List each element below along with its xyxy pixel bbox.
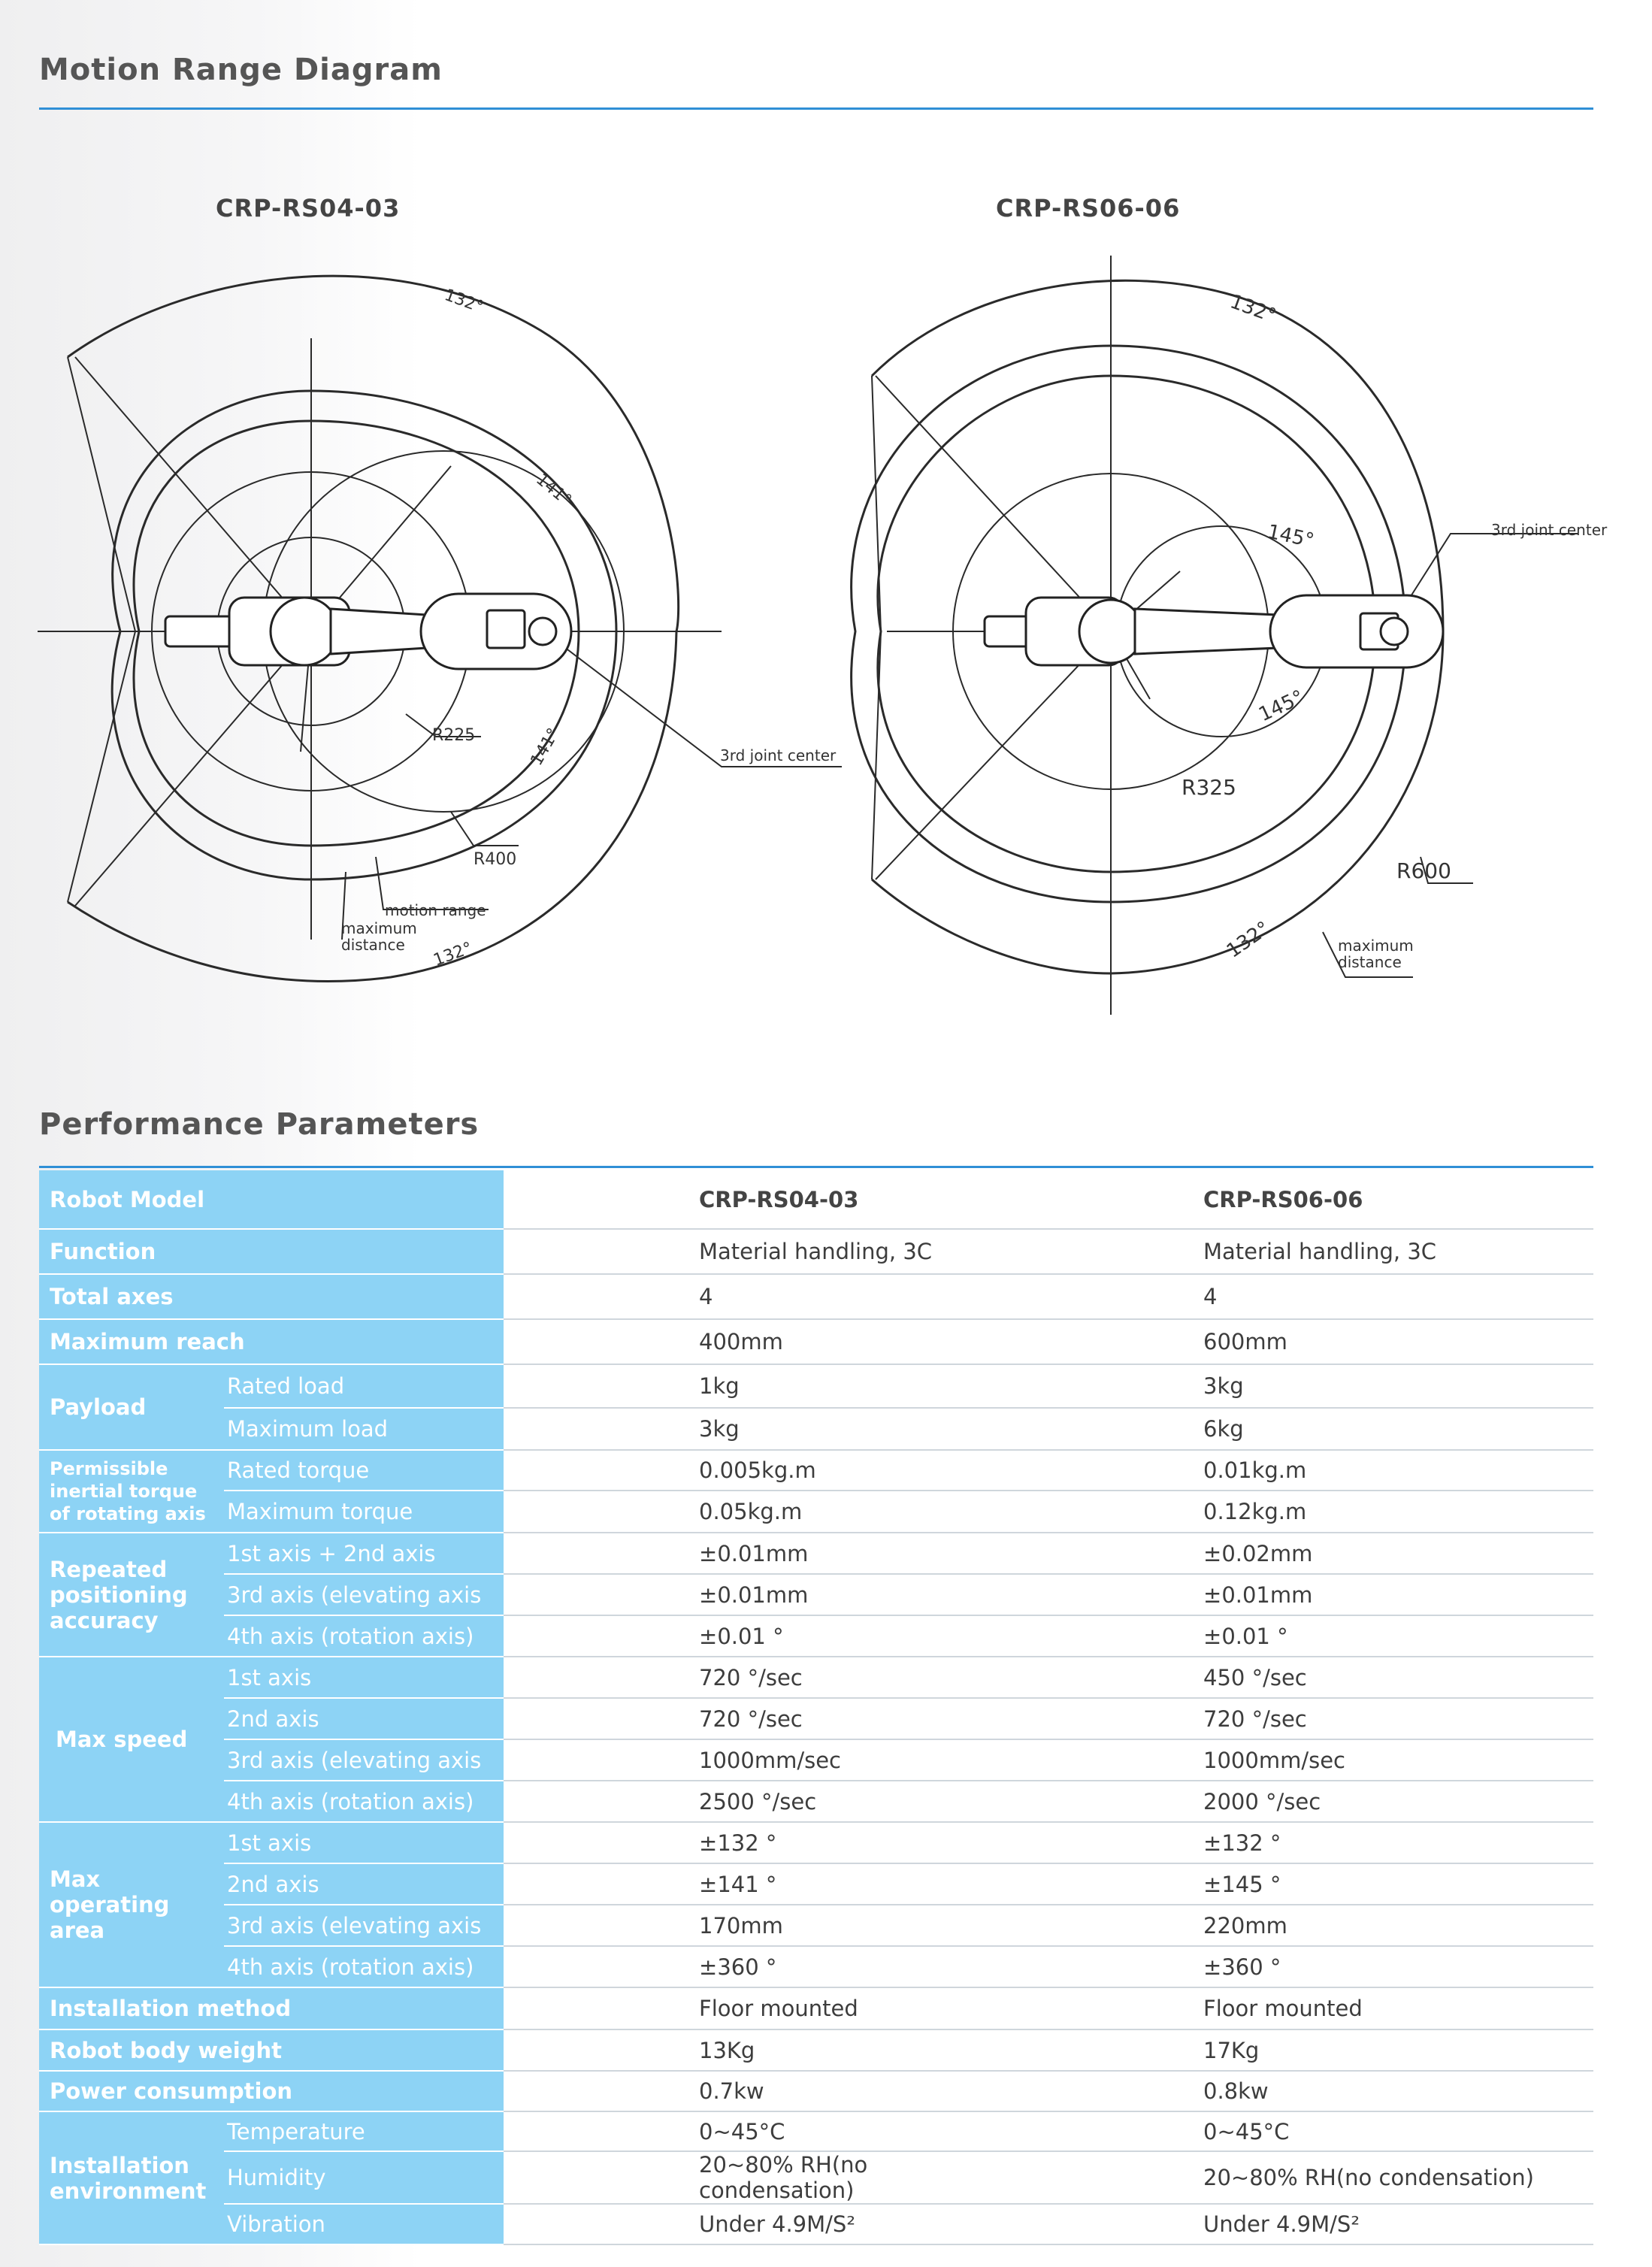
table-row [39,1450,1593,1491]
model-b: CRP-RS06-06 [1008,1170,1593,1229]
label-line: area [50,1917,105,1943]
cell-b: 1000mm/sec [1008,1739,1593,1781]
cell-a: ±0.01mm [504,1533,1008,1574]
robot-arm-right [985,595,1443,667]
cell-b: ±360 ° [1008,1946,1593,1987]
label-line: accuracy [50,1607,159,1633]
cell-a: 2500 °/sec [504,1781,1008,1822]
left-angle-outer-top: 132° [441,286,486,317]
left-radius-inner: R225 [432,726,476,745]
cell-a: Under 4.9M/S² [504,2204,1008,2244]
table-row [39,1946,1593,1987]
row-label: Maximum reach [39,1319,504,1364]
cell-b: ±145 ° [1008,1863,1593,1905]
sub-label: 4th axis (rotation axis) [224,1615,504,1657]
table-row [39,1657,1593,1698]
sub-label: Rated load [224,1364,504,1408]
cell-b: 4 [1008,1274,1593,1319]
cell-a: 1kg [504,1364,1008,1408]
cell-a: 720 °/sec [504,1657,1008,1698]
right-radius-outer: R600 [1396,858,1451,883]
diagram-left-title: CRP-RS04-03 [216,194,401,222]
cell-b: 0~45°C [1008,2111,1593,2151]
label-line: positioning [50,1581,188,1608]
row-group-label: Payload [39,1364,224,1450]
cell-b: 450 °/sec [1008,1657,1593,1698]
cell-a: 0.05kg.m [504,1491,1008,1533]
cell-a: ±0.01 ° [504,1615,1008,1657]
sub-label: 2nd axis [224,1863,504,1905]
row-group-label: Max speed [39,1657,224,1822]
table-row [39,1739,1593,1781]
label-line: of rotating axis [50,1503,206,1524]
table-row [39,1987,1593,2029]
table-row [39,1408,1593,1450]
table-row [39,2071,1593,2111]
performance-table [39,1170,1593,2245]
row-label: Robot body weight [39,2029,504,2071]
table-row [39,1822,1593,1863]
label-line: Installation [50,2152,189,2178]
left-radius-outer: R400 [474,850,517,869]
motion-diagram-left [0,286,837,1037]
model-a: CRP-RS04-03 [504,1170,1008,1229]
sub-label: Temperature [224,2111,504,2151]
table-row [39,2029,1593,2071]
row-label: Robot Model [39,1170,504,1229]
table-row-header [39,1170,1593,1229]
left-label-joint: 3rd joint center [720,746,837,764]
motion-diagram-right [827,256,1652,1022]
right-angle-inner-bottom: 145° [1255,686,1308,727]
cell-a: ±360 ° [504,1946,1008,1987]
left-angle-inner-top: 141° [532,470,575,510]
row-label: Total axes [39,1274,504,1319]
cell-b: 0.8kw [1008,2071,1593,2111]
cell-b: 6kg [1008,1408,1593,1450]
cell-b: Under 4.9M/S² [1008,2204,1593,2244]
table-row [39,1229,1593,1274]
sub-label: 1st axis [224,1822,504,1863]
cell-b: ±0.01mm [1008,1574,1593,1615]
right-angle-outer-top: 132° [1227,290,1279,328]
cell-b: 20~80% RH(no condensation) [1008,2151,1593,2204]
cell-a: Floor mounted [504,1987,1008,2029]
section-divider-2 [39,1166,1593,1168]
sub-label: Maximum torque [224,1491,504,1533]
left-angle-inner-bottom: 141° [527,725,564,769]
table-row [39,2204,1593,2244]
right-label-max-distance: maximum [1338,937,1414,955]
table-row [39,1863,1593,1905]
table-row [39,1491,1593,1533]
cell-a: ±132 ° [504,1822,1008,1863]
table-row [39,1319,1593,1364]
cell-a: 0.7kw [504,2071,1008,2111]
cell-b: ±132 ° [1008,1822,1593,1863]
cell-b: 0.01kg.m [1008,1450,1593,1491]
section-divider [39,107,1593,110]
cell-b: Material handling, 3C [1008,1229,1593,1274]
cell-b: ±0.01 ° [1008,1615,1593,1657]
cell-a: ±0.01mm [504,1574,1008,1615]
diagram-right-title: CRP-RS06-06 [996,194,1181,222]
row-group-label [39,1450,224,1533]
left-label-max-distance: maximum [341,919,417,937]
right-angle-outer-bottom: 132° [1222,917,1275,963]
sub-label: 3rd axis (elevating axis [224,1739,504,1781]
table-row [39,1615,1593,1657]
cell-b: 220mm [1008,1905,1593,1946]
label-line: environment [50,2178,207,2204]
row-group-label [39,1822,224,1987]
cell-a: 0~45°C [504,2111,1008,2151]
cell-b: 0.12kg.m [1008,1491,1593,1533]
row-group-label [39,1533,224,1657]
cell-a: 4 [504,1274,1008,1319]
table-row [39,1274,1593,1319]
row-label: Function [39,1229,504,1274]
table-row [39,2111,1593,2151]
cell-a: 400mm [504,1319,1008,1364]
label-line: Permissible [50,1458,168,1479]
row-label: Power consumption [39,2071,504,2111]
table-row [39,1364,1593,1408]
cell-a: 720 °/sec [504,1698,1008,1739]
left-angle-outer-bottom: 132° [431,939,475,970]
right-radius-inner: R325 [1182,775,1236,800]
table-row [39,1781,1593,1822]
label-line: inertial torque [50,1481,198,1502]
cell-a: 3kg [504,1408,1008,1450]
cell-a: 20~80% RH(no condensation) [504,2151,1008,2204]
table-row [39,1698,1593,1739]
performance-title: Performance Parameters [39,1107,480,1142]
label-line: Max [50,1866,101,1892]
sub-label: 3rd axis (elevating axis [224,1905,504,1946]
label-line: Repeated [50,1556,168,1582]
sub-label: 3rd axis (elevating axis [224,1574,504,1615]
sub-label: 1st axis [224,1657,504,1698]
sub-label: 4th axis (rotation axis) [224,1781,504,1822]
right-label-max-distance-2: distance [1338,953,1402,971]
left-label-max-distance-2: distance [341,936,405,954]
cell-a: Material handling, 3C [504,1229,1008,1274]
cell-a: ±141 ° [504,1863,1008,1905]
cell-b: ±0.02mm [1008,1533,1593,1574]
row-label: Installation method [39,1987,504,2029]
sub-label: 1st axis + 2nd axis [224,1533,504,1574]
cell-a: 0.005kg.m [504,1450,1008,1491]
motion-range-title: Motion Range Diagram [39,53,443,87]
label-line: operating [50,1892,170,1917]
cell-b: 17Kg [1008,2029,1593,2071]
cell-b: 720 °/sec [1008,1698,1593,1739]
left-label-motion-range: motion range [385,901,486,919]
cell-a: 13Kg [504,2029,1008,2071]
cell-b: 2000 °/sec [1008,1781,1593,1822]
sub-label: 4th axis (rotation axis) [224,1946,504,1987]
sub-label: Humidity [224,2151,504,2204]
cell-a: 1000mm/sec [504,1739,1008,1781]
table-row [39,1905,1593,1946]
robot-arm-left [165,594,571,669]
table-row [39,2151,1593,2204]
cell-b: 3kg [1008,1364,1593,1408]
sub-label: 2nd axis [224,1698,504,1739]
table-row [39,1574,1593,1615]
sub-label: Vibration [224,2204,504,2244]
sub-label: Maximum load [224,1408,504,1450]
right-angle-inner-top: 145° [1265,520,1317,552]
sub-label: Rated torque [224,1450,504,1491]
cell-a: 170mm [504,1905,1008,1946]
table-row [39,1533,1593,1574]
row-group-label [39,2111,224,2244]
right-label-joint: 3rd joint center [1491,521,1608,539]
cell-b: 600mm [1008,1319,1593,1364]
cell-b: Floor mounted [1008,1987,1593,2029]
